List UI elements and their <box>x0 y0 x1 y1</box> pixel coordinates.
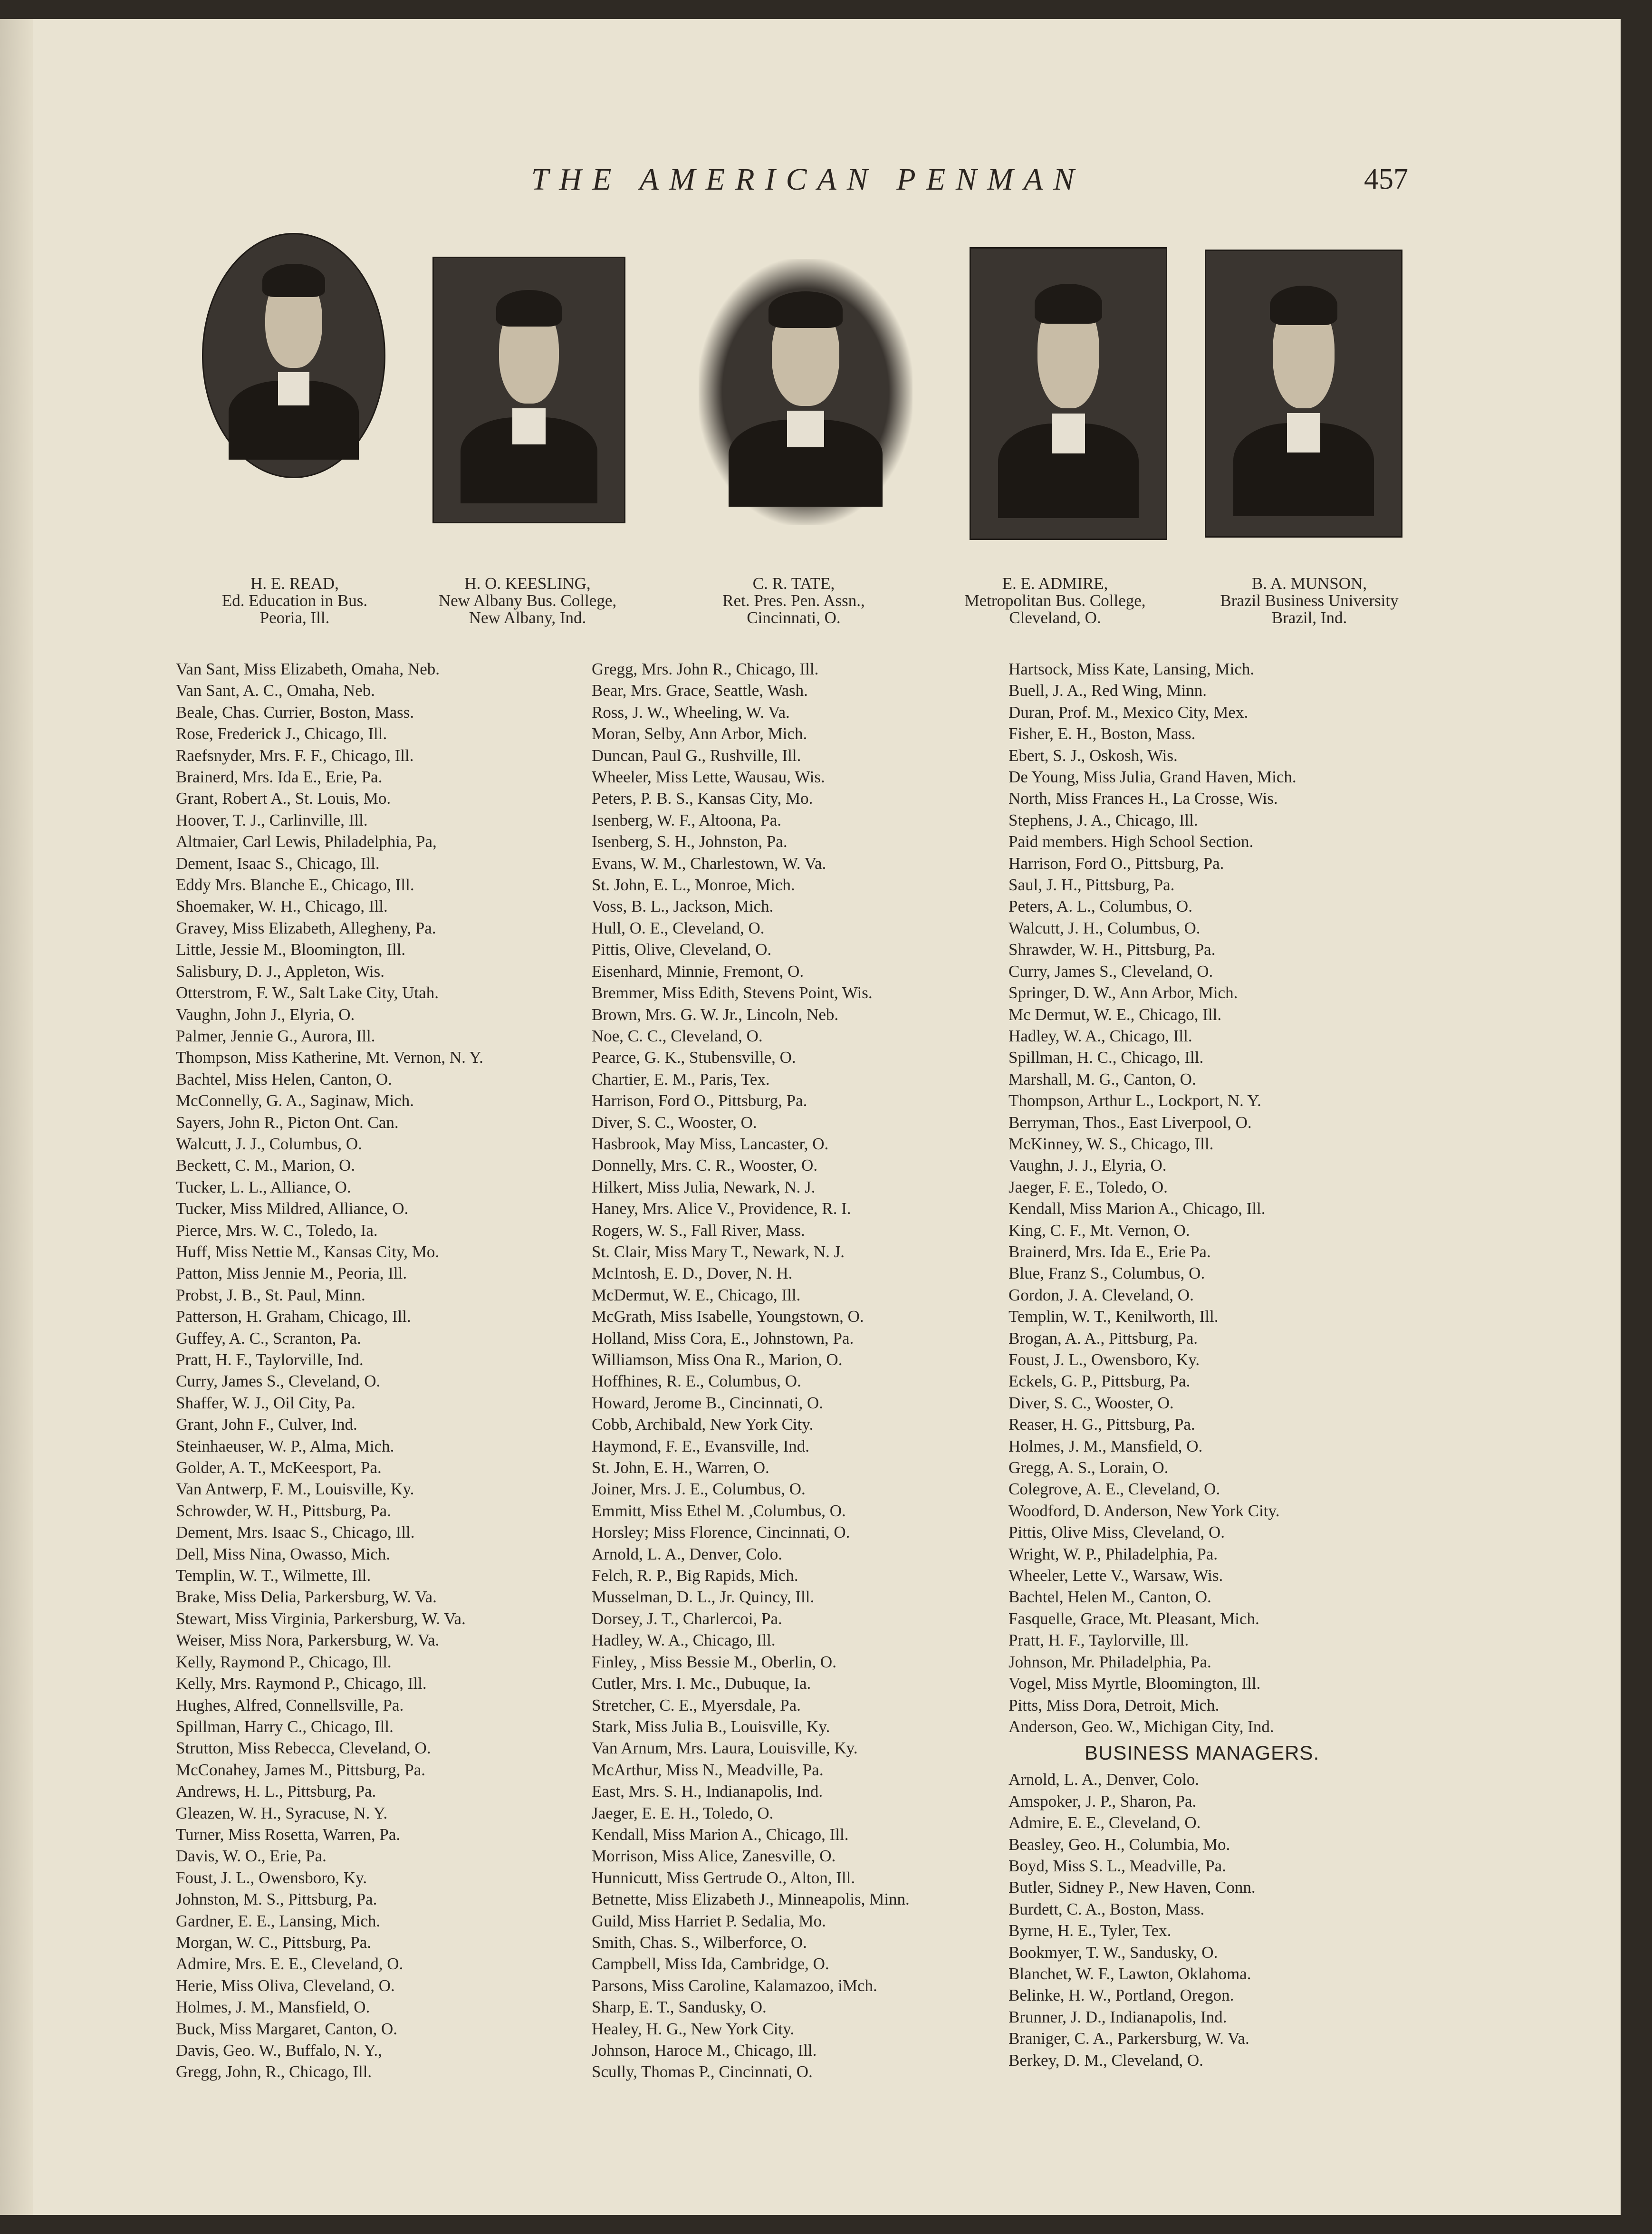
member-entry: Felch, R. P., Big Rapids, Mich. <box>592 1566 798 1585</box>
member-entry: Amspoker, J. P., Sharon, Pa. <box>1008 1791 1197 1810</box>
member-entry: Otterstrom, F. W., Salt Lake City, Utah. <box>176 983 439 1002</box>
member-entry: Springer, D. W., Ann Arbor, Mich. <box>1008 983 1238 1002</box>
member-entry: Pittis, Olive, Cleveland, O. <box>592 940 772 959</box>
member-entry: Hartsock, Miss Kate, Lansing, Mich. <box>1008 660 1255 678</box>
portrait-caption-admire <box>932 575 1179 626</box>
member-entry: McKinney, W. S., Chicago, Ill. <box>1008 1134 1214 1153</box>
member-entry: Foust, J. L., Owensboro, Ky. <box>1008 1350 1200 1369</box>
member-entry: Hunnicutt, Miss Gertrude O., Alton, Ill. <box>592 1868 855 1887</box>
member-entry: Brogan, A. A., Pittsburg, Pa. <box>1008 1329 1198 1348</box>
member-entry: Morgan, W. C., Pittsburg, Pa. <box>176 1933 371 1952</box>
member-entry: Little, Jessie M., Bloomington, Ill. <box>176 940 406 959</box>
member-entry: Diver, S. C., Wooster, O. <box>592 1113 757 1132</box>
member-entry: Patton, Miss Jennie M., Peoria, Ill. <box>176 1264 407 1283</box>
caption-title: Brazil Business University <box>1220 591 1399 610</box>
member-entry: McGrath, Miss Isabelle, Youngstown, O. <box>592 1307 864 1326</box>
member-entry: Eckels, G. P., Pittsburg, Pa. <box>1008 1372 1191 1391</box>
member-entry: St. John, E. L., Monroe, Mich. <box>592 876 795 895</box>
member-entry: Beckett, C. M., Marion, O. <box>176 1156 355 1175</box>
member-entry: Foust, J. L., Owensboro, Ky. <box>176 1868 367 1887</box>
member-entry: Pittis, Olive Miss, Cleveland, O. <box>1008 1523 1225 1542</box>
member-entry: Bookmyer, T. W., Sandusky, O. <box>1008 1943 1218 1962</box>
caption-title: Ret. Pres. Pen. Assn., <box>722 591 865 610</box>
member-entry: Anderson, Geo. W., Michigan City, Ind. <box>1008 1717 1274 1736</box>
caption-title: Metropolitan Bus. College, <box>964 591 1146 610</box>
member-entry: Van Sant, Miss Elizabeth, Omaha, Neb. <box>176 660 440 678</box>
member-entry: Horsley; Miss Florence, Cincinnati, O. <box>592 1523 850 1542</box>
member-entry: Blue, Franz S., Columbus, O. <box>1008 1264 1205 1283</box>
member-entry: Admire, E. E., Cleveland, O. <box>1008 1813 1201 1832</box>
member-entry: Steinhaeuser, W. P., Alma, Mich. <box>176 1436 394 1455</box>
member-entry: Van Sant, A. C., Omaha, Neb. <box>176 681 375 700</box>
member-entry: De Young, Miss Julia, Grand Haven, Mich. <box>1008 768 1297 787</box>
member-entry: Gardner, E. E., Lansing, Mich. <box>176 1911 381 1930</box>
member-entry: Spillman, Harry C., Chicago, Ill. <box>176 1717 394 1736</box>
member-entry: Pearce, G. K., Stubensville, O. <box>592 1048 796 1067</box>
member-entry: Scully, Thomas P., Cincinnati, O. <box>592 2062 813 2081</box>
member-entry: Grant, Robert A., St. Louis, Mo. <box>176 789 391 808</box>
portrait-photo-read <box>202 233 385 478</box>
member-entry: Parsons, Miss Caroline, Kalamazoo, iMch. <box>592 1976 877 1995</box>
member-entry: Bachtel, Miss Helen, Canton, O. <box>176 1069 392 1088</box>
member-entry: Kelly, Mrs. Raymond P., Chicago, Ill. <box>176 1674 427 1693</box>
member-entry: Johnston, M. S., Pittsburg, Pa. <box>176 1890 377 1909</box>
portrait-photo-munson <box>1205 250 1402 538</box>
member-entry: Dell, Miss Nina, Owasso, Mich. <box>176 1544 391 1563</box>
member-entry: Brake, Miss Delia, Parkersburg, W. Va. <box>176 1588 437 1607</box>
member-entry: McConahey, James M., Pittsburg, Pa. <box>176 1760 425 1779</box>
member-entry: Brainerd, Mrs. Ida E., Erie Pa. <box>1008 1242 1211 1261</box>
member-entry: Wheeler, Miss Lette, Wausau, Wis. <box>592 768 825 787</box>
member-entry: Buck, Miss Margaret, Canton, O. <box>176 2019 397 2038</box>
portrait-caption-keesling <box>399 575 656 626</box>
caption-location: New Albany, Ind. <box>469 608 586 627</box>
member-entry: Brunner, J. D., Indianapolis, Ind. <box>1008 2007 1227 2026</box>
member-entry: Beasley, Geo. H., Columbia, Mo. <box>1008 1835 1230 1854</box>
member-entry: Kendall, Miss Marion A., Chicago, Ill. <box>592 1825 849 1844</box>
member-entry: Fisher, E. H., Boston, Mass. <box>1008 724 1196 743</box>
member-entry: Gleazen, W. H., Syracuse, N. Y. <box>176 1803 388 1822</box>
portrait-photo-tate <box>699 259 912 525</box>
member-entry: Templin, W. T., Wilmette, Ill. <box>176 1566 371 1585</box>
member-entry: Pratt, H. F., Taylorville, Ill. <box>1008 1631 1189 1650</box>
member-entry: Johnson, Haroce M., Chicago, Ill. <box>592 2041 817 2060</box>
member-entry: Isenberg, S. H., Johnston, Pa. <box>592 832 788 851</box>
caption-location: Cleveland, O. <box>1009 608 1101 627</box>
member-entry: Hadley, W. A., Chicago, Ill. <box>1008 1026 1192 1045</box>
member-entry: Turner, Miss Rosetta, Warren, Pa. <box>176 1825 401 1844</box>
member-entry: Herie, Miss Oliva, Cleveland, O. <box>176 1976 395 1995</box>
member-entry: Johnson, Mr. Philadelphia, Pa. <box>1008 1652 1211 1671</box>
member-entry: Campbell, Miss Ida, Cambridge, O. <box>592 1955 829 1974</box>
member-entry: Peters, P. B. S., Kansas City, Mo. <box>592 789 813 808</box>
member-entry: Wheeler, Lette V., Warsaw, Wis. <box>1008 1566 1223 1585</box>
member-entry: Eisenhard, Minnie, Fremont, O. <box>592 962 804 981</box>
member-entry: Arnold, L. A., Denver, Colo. <box>592 1544 783 1563</box>
member-entry: Ebert, S. J., Oskosh, Wis. <box>1008 746 1178 765</box>
member-entry: Ross, J. W., Wheeling, W. Va. <box>592 703 790 722</box>
member-entry: Cutler, Mrs. I. Mc., Dubuque, Ia. <box>592 1674 811 1693</box>
page-number: 457 <box>1364 163 1408 195</box>
member-entry: Moran, Selby, Ann Arbor, Mich. <box>592 724 807 743</box>
member-entry: Hoffhines, R. E., Columbus, O. <box>592 1372 801 1391</box>
member-entry: Admire, Mrs. E. E., Cleveland, O. <box>176 1955 403 1974</box>
member-entry: Morrison, Miss Alice, Zanesville, O. <box>592 1847 836 1866</box>
member-entry: Jaeger, F. E., Toledo, O. <box>1008 1177 1168 1196</box>
member-entry: Butler, Sidney P., New Haven, Conn. <box>1008 1878 1256 1897</box>
member-entry: Howard, Jerome B., Cincinnati, O. <box>592 1393 823 1412</box>
member-entry: Burdett, C. A., Boston, Mass. <box>1008 1899 1205 1918</box>
member-entry: Bremmer, Miss Edith, Stevens Point, Wis. <box>592 983 873 1002</box>
member-entry: Guffey, A. C., Scranton, Pa. <box>176 1329 361 1348</box>
member-entry: Fasquelle, Grace, Mt. Pleasant, Mich. <box>1008 1609 1259 1628</box>
caption-location: Brazil, Ind. <box>1271 608 1347 627</box>
member-entry: Berryman, Thos., East Liverpool, O. <box>1008 1113 1252 1132</box>
member-entry: Vaughn, John J., Elyria, O. <box>176 1005 355 1024</box>
member-entry: Musselman, D. L., Jr. Quincy, Ill. <box>592 1588 815 1607</box>
member-entry: Pitts, Miss Dora, Detroit, Mich. <box>1008 1695 1220 1714</box>
member-entry: Duncan, Paul G., Rushville, Ill. <box>592 746 801 765</box>
member-entry: Paid members. High School Section. <box>1008 832 1254 851</box>
member-entry: Belinke, H. W., Portland, Oregon. <box>1008 1986 1234 2005</box>
member-entry: Shoemaker, W. H., Chicago, Ill. <box>176 897 388 916</box>
member-entry: Marshall, M. G., Canton, O. <box>1008 1069 1196 1088</box>
member-entry: Kendall, Miss Marion A., Chicago, Ill. <box>1008 1199 1266 1218</box>
member-entry: Betnette, Miss Elizabeth J., Minneapolis, Minn. <box>592 1890 910 1909</box>
member-entry: Hadley, W. A., Chicago, Ill. <box>592 1631 776 1650</box>
member-entry: Tucker, L. L., Alliance, O. <box>176 1177 351 1196</box>
member-entry: Mc Dermut, W. E., Chicago, Ill. <box>1008 1005 1222 1024</box>
member-entry: Berkey, D. M., Cleveland, O. <box>1008 2051 1203 2070</box>
member-entry: Sharp, E. T., Sandusky, O. <box>592 1998 767 2017</box>
member-entry: Chartier, E. M., Paris, Tex. <box>592 1069 770 1088</box>
portrait-caption-munson <box>1183 575 1435 626</box>
member-entry: Hasbrook, May Miss, Lancaster, O. <box>592 1134 829 1153</box>
member-entry: Haney, Mrs. Alice V., Providence, R. I. <box>592 1199 851 1218</box>
member-entry: Walcutt, J. H., Columbus, O. <box>1008 918 1201 937</box>
member-entry: Sayers, John R., Picton Ont. Can. <box>176 1113 399 1132</box>
member-entry: Tucker, Miss Mildred, Alliance, O. <box>176 1199 409 1218</box>
member-entry: Beale, Chas. Currier, Boston, Mass. <box>176 703 414 722</box>
member-entry: Dorsey, J. T., Charlercoi, Pa. <box>592 1609 782 1628</box>
member-entry: Voss, B. L., Jackson, Mich. <box>592 897 774 916</box>
caption-name: H. O. KEESLING, <box>464 574 591 593</box>
member-entry: Hughes, Alfred, Connellsville, Pa. <box>176 1695 404 1714</box>
caption-location: Peoria, Ill. <box>259 608 330 627</box>
member-entry: Donnelly, Mrs. C. R., Wooster, O. <box>592 1156 818 1175</box>
member-entry: King, C. F., Mt. Vernon, O. <box>1008 1221 1190 1240</box>
member-entry: Golder, A. T., McKeesport, Pa. <box>176 1458 382 1477</box>
member-entry: Gregg, A. S., Lorain, O. <box>1008 1458 1169 1477</box>
member-entry: Woodford, D. Anderson, New York City. <box>1008 1501 1280 1520</box>
member-entry: Brainerd, Mrs. Ida E., Erie, Pa. <box>176 768 383 787</box>
member-entry: Thompson, Arthur L., Lockport, N. Y. <box>1008 1091 1261 1110</box>
member-entry: Holmes, J. M., Mansfield, O. <box>1008 1436 1203 1455</box>
caption-title: Ed. Education in Bus. <box>221 591 368 610</box>
member-entry: Noe, C. C., Cleveland, O. <box>592 1026 763 1045</box>
member-entry: Gravey, Miss Elizabeth, Allegheny, Pa. <box>176 918 436 937</box>
member-entry: Peters, A. L., Columbus, O. <box>1008 897 1192 916</box>
member-entry: Evans, W. M., Charlestown, W. Va. <box>592 854 826 873</box>
member-entry: Emmitt, Miss Ethel M. ,Columbus, O. <box>592 1501 846 1520</box>
member-entry: East, Mrs. S. H., Indianapolis, Ind. <box>592 1782 823 1801</box>
member-entry: Vaughn, J. J., Elyria, O. <box>1008 1156 1167 1175</box>
member-entry: Pratt, H. F., Taylorville, Ind. <box>176 1350 364 1369</box>
member-entry: Stretcher, C. E., Myersdale, Pa. <box>592 1695 801 1714</box>
member-entry: McArthur, Miss N., Meadville, Pa. <box>592 1760 824 1779</box>
member-entry: Harrison, Ford O., Pittsburg, Pa. <box>592 1091 807 1110</box>
member-entry: Healey, H. G., New York City. <box>592 2019 795 2038</box>
member-entry: Hilkert, Miss Julia, Newark, N. J. <box>592 1177 816 1196</box>
member-entry: Curry, James S., Cleveland, O. <box>176 1372 381 1391</box>
caption-location: Cincinnati, O. <box>747 608 841 627</box>
member-entry: Dement, Isaac S., Chicago, Ill. <box>176 854 380 873</box>
member-entry: Wright, W. P., Philadelphia, Pa. <box>1008 1544 1218 1563</box>
caption-name: C. R. TATE, <box>752 574 835 593</box>
member-entry: Walcutt, J. J., Columbus, O. <box>176 1134 362 1153</box>
member-entry: Hoover, T. J., Carlinville, Ill. <box>176 810 368 829</box>
member-entry: Gregg, Mrs. John R., Chicago, Ill. <box>592 660 819 678</box>
member-entry: Stark, Miss Julia B., Louisville, Ky. <box>592 1717 830 1736</box>
caption-name: B. A. MUNSON, <box>1251 574 1367 593</box>
caption-title: New Albany Bus. College, <box>438 591 617 610</box>
member-entry: St. Clair, Miss Mary T., Newark, N. J. <box>592 1242 845 1261</box>
member-entry: Guild, Miss Harriet P. Sedalia, Mo. <box>592 1911 826 1930</box>
member-entry: Isenberg, W. F., Altoona, Pa. <box>592 810 782 829</box>
member-entry: Van Arnum, Mrs. Laura, Louisville, Ky. <box>592 1739 858 1758</box>
member-entry: Strutton, Miss Rebecca, Cleveland, O. <box>176 1739 431 1758</box>
member-entry: Gregg, John, R., Chicago, Ill. <box>176 2062 372 2081</box>
member-entry: Stewart, Miss Virginia, Parkersburg, W. Va. <box>176 1609 466 1628</box>
member-entry: Gordon, J. A. Cleveland, O. <box>1008 1285 1194 1304</box>
member-entry: Schrowder, W. H., Pittsburg, Pa. <box>176 1501 391 1520</box>
member-entry: Harrison, Ford O., Pittsburg, Pa. <box>1008 854 1224 873</box>
member-entry: Saul, J. H., Pittsburg, Pa. <box>1008 876 1175 895</box>
member-entry: Vogel, Miss Myrtle, Bloomington, Ill. <box>1008 1674 1261 1693</box>
member-entry: Davis, W. O., Erie, Pa. <box>176 1847 327 1866</box>
member-entry: Smith, Chas. S., Wilberforce, O. <box>592 1933 807 1952</box>
member-entry: Grant, John F., Culver, Ind. <box>176 1415 357 1434</box>
member-entry: Kelly, Raymond P., Chicago, Ill. <box>176 1652 392 1671</box>
running-head: THE AMERICAN PENMAN <box>531 162 1085 197</box>
member-entry: McConnelly, G. A., Saginaw, Mich. <box>176 1091 414 1110</box>
member-entry: Blanchet, W. F., Lawton, Oklahoma. <box>1008 1964 1251 1983</box>
member-entry: Holmes, J. M., Mansfield, O. <box>176 1998 370 2017</box>
member-entry: Byrne, H. E., Tyler, Tex. <box>1008 1921 1172 1940</box>
portrait-photo-admire <box>970 247 1167 540</box>
member-entry: Altmaier, Carl Lewis, Philadelphia, Pa, <box>176 832 437 851</box>
member-entry: Boyd, Miss S. L., Meadville, Pa. <box>1008 1856 1226 1875</box>
business-managers-heading: BUSINESS MANAGERS. <box>1085 1742 1320 1764</box>
member-entry: Haymond, F. E., Evansville, Ind. <box>592 1436 809 1455</box>
member-entry: Raefsnyder, Mrs. F. F., Chicago, Ill. <box>176 746 414 765</box>
member-entry: Patterson, H. Graham, Chicago, Ill. <box>176 1307 411 1326</box>
member-entry: Cobb, Archibald, New York City. <box>592 1415 814 1434</box>
member-entry: Salisbury, D. J., Appleton, Wis. <box>176 962 385 981</box>
member-entry: Arnold, L. A., Denver, Colo. <box>1008 1770 1200 1789</box>
member-entry: Holland, Miss Cora, E., Johnstown, Pa. <box>592 1329 854 1348</box>
member-entry: Huff, Miss Nettie M., Kansas City, Mo. <box>176 1242 440 1261</box>
member-entry: McDermut, W. E., Chicago, Ill. <box>592 1285 801 1304</box>
member-entry: Diver, S. C., Wooster, O. <box>1008 1393 1174 1412</box>
member-entry: North, Miss Frances H., La Crosse, Wis. <box>1008 789 1278 808</box>
member-entry: Templin, W. T., Kenilworth, Ill. <box>1008 1307 1219 1326</box>
caption-name: H. E. READ, <box>250 574 339 593</box>
member-entry: Probst, J. B., St. Paul, Minn. <box>176 1285 365 1304</box>
member-entry: St. John, E. H., Warren, O. <box>592 1458 769 1477</box>
member-entry: Palmer, Jennie G., Aurora, Ill. <box>176 1026 375 1045</box>
member-entry: Stephens, J. A., Chicago, Ill. <box>1008 810 1198 829</box>
member-entry: Rogers, W. S., Fall River, Mass. <box>592 1221 805 1240</box>
member-entry: Braniger, C. A., Parkersburg, W. Va. <box>1008 2029 1249 2048</box>
member-entry: Curry, James S., Cleveland, O. <box>1008 962 1213 981</box>
member-entry: Pierce, Mrs. W. C., Toledo, Ia. <box>176 1221 378 1240</box>
member-entry: Joiner, Mrs. J. E., Columbus, O. <box>592 1480 806 1499</box>
member-entry: Weiser, Miss Nora, Parkersburg, W. Va. <box>176 1631 440 1650</box>
member-entry: Andrews, H. L., Pittsburg, Pa. <box>176 1782 376 1801</box>
member-entry: Colegrove, A. E., Cleveland, O. <box>1008 1480 1220 1499</box>
member-entry: Shaffer, W. J., Oil City, Pa. <box>176 1393 355 1412</box>
portrait-caption-tate <box>675 575 912 626</box>
member-entry: Dement, Mrs. Isaac S., Chicago, Ill. <box>176 1523 415 1542</box>
member-entry: Finley, , Miss Bessie M., Oberlin, O. <box>592 1652 836 1671</box>
member-list-column-2 <box>592 658 910 2083</box>
member-entry: McIntosh, E. D., Dover, N. H. <box>592 1264 793 1283</box>
member-entry: Spillman, H. C., Chicago, Ill. <box>1008 1048 1204 1067</box>
member-entry: Buell, J. A., Red Wing, Minn. <box>1008 681 1207 700</box>
member-entry: Van Antwerp, F. M., Louisville, Ky. <box>176 1480 414 1499</box>
member-entry: Jaeger, E. E. H., Toledo, O. <box>592 1803 774 1822</box>
member-entry: Bachtel, Helen M., Canton, O. <box>1008 1588 1211 1607</box>
member-entry: Hull, O. E., Cleveland, O. <box>592 918 765 937</box>
portrait-photo-keesling <box>432 257 625 523</box>
member-list-column-3 <box>1008 658 1319 2071</box>
member-entry: Eddy Mrs. Blanche E., Chicago, Ill. <box>176 876 414 895</box>
portrait-caption-read <box>181 575 409 626</box>
member-entry: Davis, Geo. W., Buffalo, N. Y., <box>176 2041 382 2060</box>
member-list-column-1 <box>176 658 483 2083</box>
member-entry: Williamson, Miss Ona R., Marion, O. <box>592 1350 843 1369</box>
member-entry: Duran, Prof. M., Mexico City, Mex. <box>1008 703 1249 722</box>
member-entry: Reaser, H. G., Pittsburg, Pa. <box>1008 1415 1195 1434</box>
member-entry: Bear, Mrs. Grace, Seattle, Wash. <box>592 681 808 700</box>
caption-name: E. E. ADMIRE, <box>1002 574 1108 593</box>
member-entry: Shrawder, W. H., Pittsburg, Pa. <box>1008 940 1216 959</box>
member-entry: Rose, Frederick J., Chicago, Ill. <box>176 724 387 743</box>
member-entry: Brown, Mrs. G. W. Jr., Lincoln, Neb. <box>592 1005 839 1024</box>
member-entry: Thompson, Miss Katherine, Mt. Vernon, N. Y. <box>176 1048 483 1067</box>
